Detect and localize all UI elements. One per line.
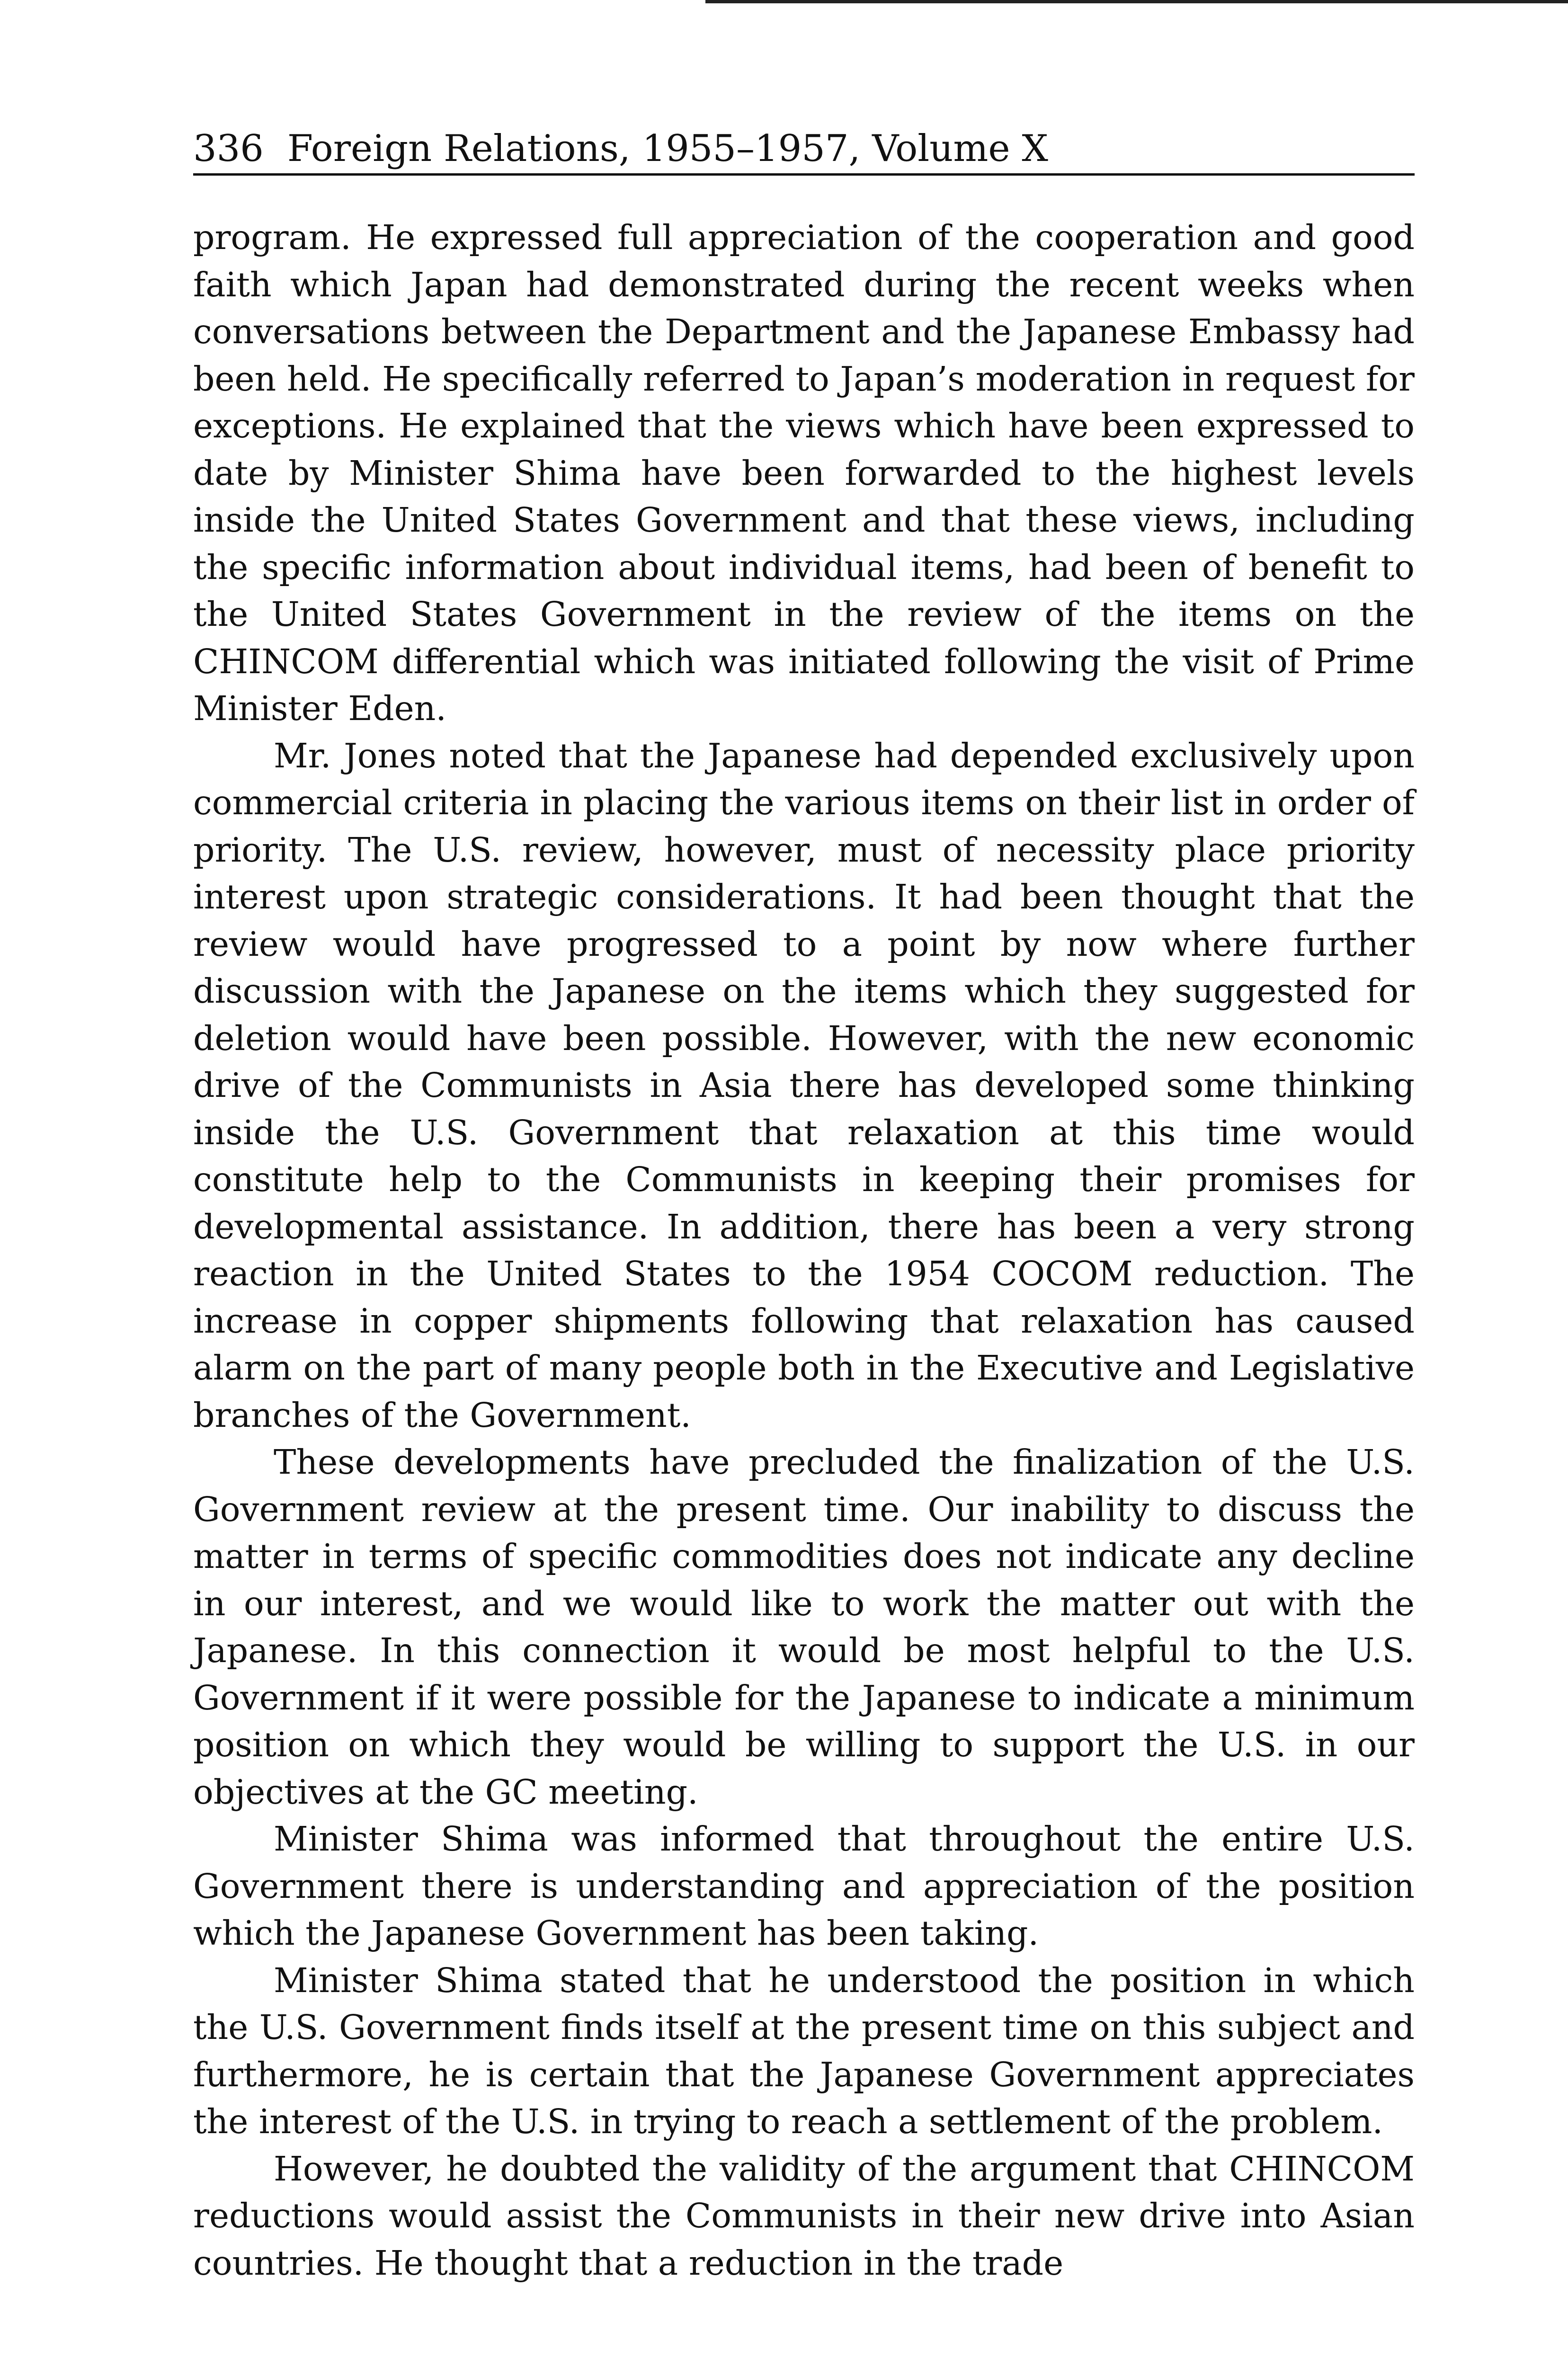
paragraph-6: However, he doubted the validity of the argument that CHINCOM reductions would assist the Communists in their new drive into Asian countries. He thought that a reduction in the trade bbox=[193, 2149, 1415, 2283]
running-title: Foreign Relations, 1955–1957, Volume X bbox=[287, 127, 1048, 170]
page-header bbox=[193, 124, 1415, 176]
page-number: 336 bbox=[193, 127, 264, 170]
body-text bbox=[193, 214, 1415, 2287]
paragraph-5: Minister Shima stated that he understood the position in which the U.S. Government finds itself at the present time on this subject and furthermore, he is certain that the Japanese Government appreciates the interest of the U.S. in trying to reach a settlement of the problem. bbox=[193, 1960, 1415, 2141]
paragraph-3: These developments have precluded the finalization of the U.S. Government review at the present time. Our inability to discuss the matter in terms of specific commodities does not indicate any decline in our interest, and we would like to work the matter out with the Japanese. In this connection it would be most helpful to the U.S. Government if it were possible for the Japanese to indicate a minimum position on which they would be willing to support the U.S. in our objectives at the GC meeting. bbox=[193, 1442, 1415, 1812]
paragraph-4: Minister Shima was informed that throughout the entire U.S. Government there is understanding and appreciation of the position which the Japanese Government has been taking. bbox=[193, 1819, 1415, 1953]
paragraph-1: program. He expressed full appreciation of the cooperation and good faith which Japan had demonstrated during the recent weeks when conversations between the Department and the Japanese Embassy had been held. He specifically referred to Japan’s moderation in request for exceptions. He explained that the views which have been expressed to date by Minister Shima have been forwarded to the highest levels inside the United States Government and that these views, including the specific information about individual items, had been of benefit to the United States Government in the review of the items on the CHINCOM differential which was initiated following the visit of Prime Minister Eden. bbox=[193, 218, 1415, 728]
scan-edge-line bbox=[705, 0, 1568, 3]
paragraph-2: Mr. Jones noted that the Japanese had depended exclusively upon commercial criteria in placing the various items on their list in order of priority. The U.S. review, however, must of necessity place priority interest upon strategic considerations. It had been thought that the review would have progressed to a point by now where further discussion with the Japanese on the items which they suggested for deletion would have been possible. However, with the new economic drive of the Communists in Asia there has developed some thinking inside the U.S. Government that relaxation at this time would constitute help to the Communists in keeping their promises for developmental assistance. In addition, there has been a very strong reaction in the United States to the 1954 COCOM reduction. The increase in copper shipments following that relaxation has caused alarm on the part of many people both in the Executive and Legislative branches of the Government. bbox=[193, 736, 1415, 1435]
